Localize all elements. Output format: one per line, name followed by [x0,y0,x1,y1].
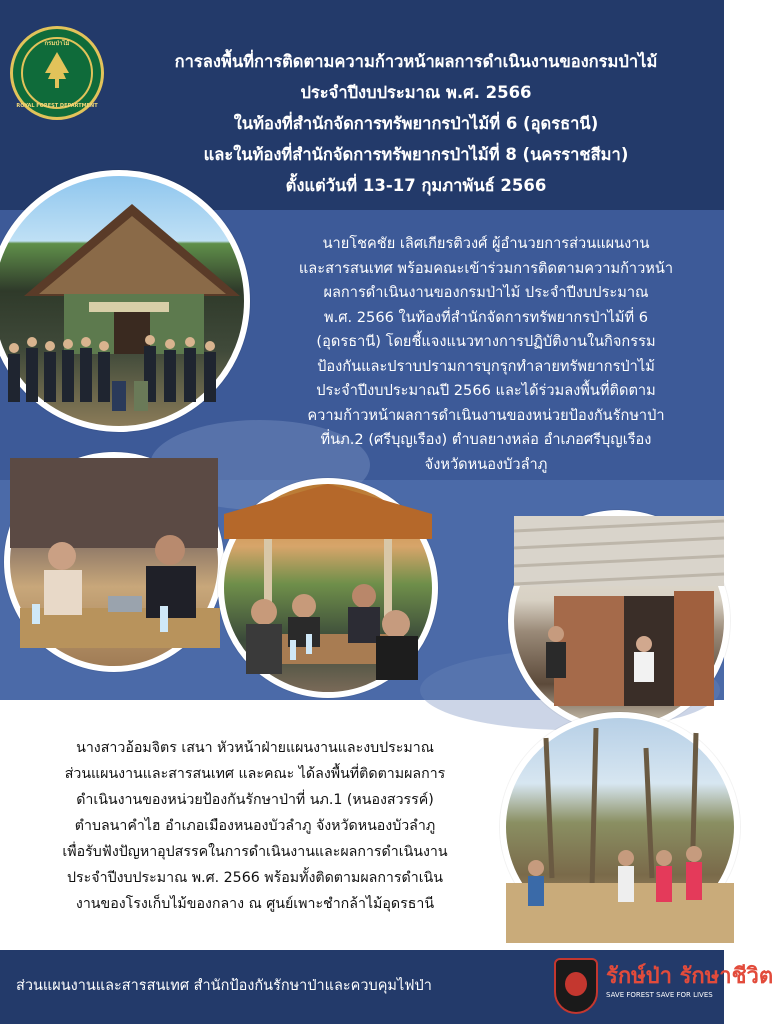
brand-sub-text: SAVE FOREST SAVE FOR LIVES [606,991,713,999]
footer-organization: ส่วนแผนงานและสารสนเทศ สำนักป้องกันรักษาป่าและควบคุมไฟป่า [16,978,432,994]
paragraph-line: ตำบลนาคำไฮ อำเภอเมืองหนองบัวลำภู จังหวัดหนองบัวลำภู [74,818,436,834]
paragraph-line: ประจำปีงบประมาณปี 2566 และได้ร่วมลงพื้นที่ติดตาม [316,382,656,399]
paragraph-line: (อุดรธานี) โดยชี้แจงแนวทางการปฏิบัติงานในกิจกรรม [316,333,656,350]
title-line: ตั้งแต่วันที่ 13-17 กุมภาพันธ์ 2566 [285,176,547,195]
title-line: และในท้องที่สำนักจัดการทรัพยากรป่าไม้ที่ 8 (นครราชสีมา) [203,145,629,164]
title-line: การลงพื้นที่การติดตามความก้าวหน้าผลการดำเนินงานของกรมป่าไม้ [174,52,658,71]
forest-protection-emblem-icon [554,958,598,1014]
paragraph-line: ผลการดำเนินงานของกรมป่าไม้ ประจำปีงบประมาณ [323,284,649,301]
royal-forest-department-logo [10,26,104,120]
paragraph-line: ส่วนแผนงานและสารสนเทศ และคณะ ได้ลงพื้นที่ติดตามผลการ [64,766,446,782]
paragraph-line: ที่นภ.2 (ศรีบุญเรือง) ตำบลยางหล่อ อำเภอศรีบุญเรือง [320,431,652,448]
title-line: ประจำปีงบประมาณ พ.ศ. 2566 [300,83,532,102]
paragraph-line: ประจำปีงบประมาณ พ.ศ. 2566 พร้อมทั้งติดตามผลการดำเนิน [67,870,443,886]
paragraph-line: จังหวัดหนองบัวลำภู [424,455,548,473]
photo-storage-building [508,510,730,732]
paragraph-section-head-visit [16,735,494,917]
brand-main-text: รักษ์ป่า รักษาชีวิต [606,964,773,989]
photo-meeting-room [4,452,224,672]
tree-emblem-icon [44,51,70,89]
paragraph-line: นายโชคชัย เลิศเกียรติวงศ์ ผู้อำนวยการส่วนแผนงาน [322,235,650,252]
paragraph-line: งานของโรงเก็บไม้ของกลาง ณ ศูนย์เพาะชำกล้าไม้อุดรธานี [75,896,435,912]
photo-pavilion-meeting [218,478,438,698]
title-line: ในท้องที่สำนักจัดการทรัพยากรป่าไม้ที่ 6 (อุดรธานี) [233,114,599,133]
paragraph-line: ดำเนินงานของหน่วยป้องกันรักษาป่าที่ นภ.1 (หนองสวรรค์) [76,792,434,808]
paragraph-line: พ.ศ. 2566 ในท้องที่สำนักจัดการทรัพยากรป่าไม้ที่ 6 [323,308,649,326]
paragraph-director-visit [256,232,716,477]
paragraph-line: เพื่อรับฟังปัญหาอุปสรรคในการดำเนินงานและผลการดำเนินงาน [62,844,448,860]
photo-forest-field-visit [500,712,740,942]
logo-caption-bottom: ROYAL FOREST DEPARTMENT [16,103,98,109]
paragraph-line: นางสาวอ้อมจิตร เสนา หัวหน้าฝ่ายแผนงานและงบประมาณ [76,740,434,756]
logo-caption-top: กรมป่าไม้ [44,40,70,47]
paragraph-line: ความก้าวหน้าผลการดำเนินงานของหน่วยป้องกันรักษาป่า [307,406,665,424]
paragraph-line: และสารสนเทศ พร้อมคณะเข้าร่วมการติดตามความก้าวหน้า [298,259,674,277]
photo-forest-unit-group [0,170,250,432]
paragraph-line: ป้องกันและปราบปรามการบุกรุกทำลายทรัพยากรป่าไม้ [317,357,655,375]
save-forest-brand [606,964,773,1000]
